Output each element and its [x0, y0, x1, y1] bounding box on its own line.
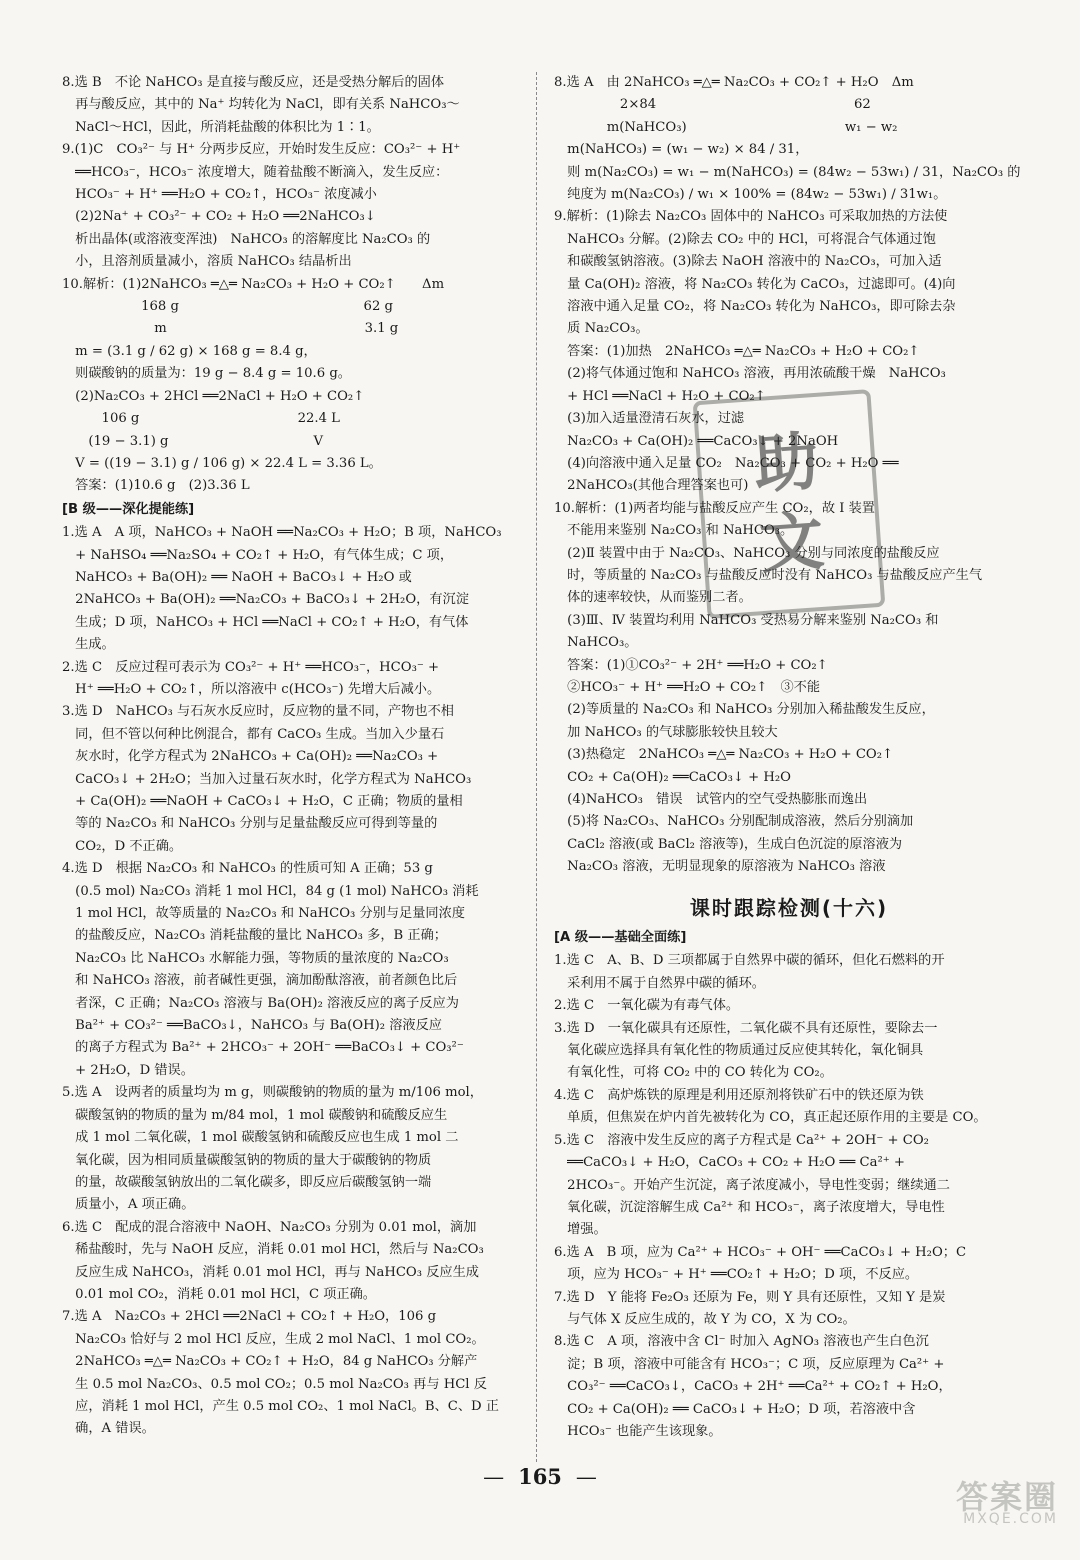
text-line: 灰水时，化学方程式为 2NaHCO₃ + Ca(OH)₂ ══Na₂CO₃ + — [62, 749, 439, 765]
text-line: 3.选 D NaHCO₃ 与石灰水反应时，反应物的量不同，产物也不相 — [62, 704, 454, 720]
text-line: CaCO₃↓ + 2H₂O；当加入过量石灰水时，化学方程式为 NaHCO₃ — [62, 771, 472, 787]
text-line: 氧化碳，因为相同质量碳酸氢钠的物质的量大于碳酸钠的物质 — [62, 1152, 432, 1168]
column-divider — [536, 72, 537, 1462]
text-line: NaCl～HCl，因此，所消耗盐酸的体积比为 1∶1。 — [62, 119, 380, 135]
text-line: Na₂CO₃ 比 NaHCO₃ 水解能力强，等物质的量浓度的 Na₂CO₃ — [62, 950, 449, 966]
text-line: 10.解析：(1)两者均能与盐酸反应产生 CO₂，故 Ⅰ 装置 — [554, 500, 875, 516]
text-line: 5.选 C 溶液中发生反应的离子方程式是 Ca²⁺ + 2OH⁻ + CO₂ — [554, 1132, 929, 1148]
text-line: HCO₃⁻ 也能产生该现象。 — [554, 1423, 722, 1439]
text-line: 106 g 22.4 L — [62, 411, 340, 427]
text-line: 碳酸氢钠的物质的量为 m/84 mol，1 mol 碳酸钠和硫酸反应生 — [62, 1107, 448, 1123]
text-line: 答案：(1)10.6 g (2)3.36 L — [62, 478, 250, 494]
text-line: 2.选 C 一氧化碳为有毒气体。 — [554, 998, 740, 1014]
section-heading: [A 级——基础全面练] — [554, 930, 687, 946]
text-line: 10.解析：(1)2NaHCO₃ ═△═ Na₂CO₃ + H₂O + CO₂↑ Δm — [62, 276, 445, 292]
text-line: NaHCO₃。 — [554, 635, 638, 651]
text-line: 2NaHCO₃(其他合理答案也可) — [554, 478, 749, 494]
text-line: 溶液中通入足量 CO₂，将 Na₂CO₃ 转化为 NaHCO₃，即可除去杂 — [554, 299, 956, 315]
text-line: 8.选 A 由 2NaHCO₃ ═△═ Na₂CO₃ + CO₂↑ + H₂O Δm — [554, 75, 914, 90]
text-line: 生成；D 项，NaHCO₃ + HCl ══NaCl + CO₂↑ + H₂O，有气体 — [62, 614, 469, 630]
text-line: CO₂ + Ca(OH)₂ ══ CaCO₃↓ + H₂O；D 项，若溶液中含 — [554, 1401, 916, 1417]
text-line: 3.选 D 一氧化碳具有还原性，二氧化碳不具有还原性，要除去一 — [554, 1020, 938, 1036]
text-line: + Ca(OH)₂ ══NaOH + CaCO₃↓ + H₂O，C 正确；物质的量相 — [62, 794, 463, 809]
text-line: (4)向溶液中通入足量 CO₂ Na₂CO₃ + CO₂ + H₂O ══ — [554, 455, 899, 471]
text-line: ══HCO₃⁻，HCO₃⁻ 浓度增大，随着盐酸不断滴入，发生反应： — [62, 164, 449, 180]
text-line: 稀盐酸时，先与 NaOH 反应，消耗 0.01 mol HCl，然后与 Na₂CO₃ — [62, 1242, 484, 1258]
text-line: 2NaHCO₃ ═△═ Na₂CO₃ + CO₂↑ + H₂O，84 g NaHCO₃ 分解产 — [62, 1354, 478, 1370]
text-line: 则碳酸钠的质量为：19 g − 8.4 g = 10.6 g。 — [62, 366, 351, 382]
text-line: 时，等质量的 Na₂CO₃ 与盐酸反应时没有 NaHCO₃ 与盐酸反应产生气 — [554, 567, 983, 583]
text-line: CO₃²⁻ ══CaCO₃↓，CaCO₃ + 2H⁺ ══Ca²⁺ + CO₂↑ + H₂O， — [554, 1379, 952, 1395]
text-line: 和碳酸氢钠溶液。(3)除去 NaOH 溶液中的 Na₂CO₃，可加入适 — [554, 254, 942, 270]
text-line: 同，但不管以何种比例混合，都有 CaCO₃ 生成。当加入少量石 — [62, 726, 445, 742]
text-line: m = (3.1 g / 62 g) × 168 g = 8.4 g， — [62, 343, 317, 359]
text-line: 确，A 错误。 — [62, 1421, 155, 1437]
stamp-glyph-1: 助 — [751, 423, 821, 504]
brand-logo-text: 答案圈 — [955, 1478, 1058, 1516]
text-line: 2×84 62 — [554, 97, 871, 113]
text-line: 9.解析：(1)除去 Na₂CO₃ 固体中的 NaHCO₃ 可采取加热的方法使 — [554, 209, 948, 225]
text-line: Na₂CO₃ + Ca(OH)₂ ══CaCO₃↓ + 2NaOH — [554, 433, 839, 449]
text-line: 反应生成 NaHCO₃，消耗 0.01 mol HCl，再与 NaHCO₃ 反应生成 — [62, 1264, 479, 1280]
text-line: 答案：(1)加热 2NaHCO₃ ═△═ Na₂CO₃ + H₂O + CO₂↑ — [554, 343, 920, 359]
text-line: 2.选 C 反应过程可表示为 CO₃²⁻ + H⁺ ══HCO₃⁻，HCO₃⁻ + — [62, 659, 440, 675]
text-line: 生 0.5 mol Na₂CO₃、0.5 mol CO₂；0.5 mol Na₂CO₃ 再与 HCl 反 — [62, 1376, 487, 1392]
text-line: + 2H₂O，D 错误。 — [62, 1062, 194, 1078]
text-line: 量 Ca(OH)₂ 溶液，将 Na₂CO₃ 转化为 CaCO₃，过滤即可。(4)向 — [554, 276, 956, 292]
text-line: Ba²⁺ + CO₃²⁻ ══BaCO₃↓，NaHCO₃ 与 Ba(OH)₂ 溶液反应 — [62, 1018, 442, 1034]
text-line: (4)NaHCO₃ 错误 试管内的空气受热膨胀而逸出 — [554, 792, 868, 807]
text-line: 6.选 C 配成的混合溶液中 NaOH、Na₂CO₃ 分别为 0.01 mol，滴加 — [62, 1219, 477, 1235]
text-line: (2)2Na⁺ + CO₃²⁻ + CO₂ + H₂O ══2NaHCO₃↓ — [62, 209, 376, 225]
text-line: 8.选 B 不论 NaHCO₃ 是直接与酸反应，还是受热分解后的固体 — [62, 75, 445, 90]
text-line: m(NaHCO₃) w₁ − w₂ — [554, 119, 898, 135]
text-line: 纯度为 m(Na₂CO₃) / w₁ × 100% = (84w₂ − 53w₁) / 31w₁。 — [554, 187, 947, 203]
text-line: 4.选 C 高炉炼铁的原理是利用还原剂将铁矿石中的铁还原为铁 — [554, 1087, 924, 1103]
text-line: 析出晶体(或溶液变浑浊) NaHCO₃ 的溶解度比 Na₂CO₃ 的 — [62, 231, 431, 247]
text-line: H⁺ ══H₂O + CO₂↑，所以溶液中 c(HCO₃⁻) 先增大后减小。 — [62, 681, 441, 697]
text-line: 再与酸反应，其中的 Na⁺ 均转化为 NaCl，即有关系 NaHCO₃～ — [62, 97, 460, 113]
text-line: (2)Ⅱ 装置中由于 Na₂CO₃、NaHCO₃ 分别与同浓度的盐酸反应 — [554, 545, 940, 561]
text-line: 的离子方程式为 Ba²⁺ + 2HCO₃⁻ + 2OH⁻ ══BaCO₃↓ + CO₃²⁻ — [62, 1040, 464, 1056]
text-line: 采利用不属于自然界中碳的循环。 — [554, 975, 765, 991]
text-line: 1 mol HCl，故等质量的 Na₂CO₃ 和 NaHCO₃ 分别与足量同浓度 — [62, 906, 465, 922]
text-line: NaHCO₃ + Ba(OH)₂ ══ NaOH + BaCO₃↓ + H₂O 或 — [62, 569, 412, 585]
text-line: m(NaHCO₃) = (w₁ − w₂) × 84 / 31， — [554, 142, 809, 158]
text-line: (2)将气体通过饱和 NaHCO₃ 溶液，再用浓硫酸干燥 NaHCO₃ — [554, 366, 946, 382]
section-heading: [B 级——深化提能练] — [62, 501, 195, 517]
text-line: 项，应为 HCO₃⁻ + H⁺ ══CO₂↑ + H₂O；D 项，不反应。 — [554, 1267, 919, 1283]
text-line: CaCl₂ 溶液(或 BaCl₂ 溶液等)，生成白色沉淀的原溶液为 — [554, 836, 903, 852]
brand-logo-url: MXQE.COM — [963, 1511, 1058, 1528]
text-line: 加 NaHCO₃ 的气球膨胀较快且较大 — [554, 724, 778, 740]
text-line: (3)热稳定 2NaHCO₃ ═△═ Na₂CO₃ + H₂O + CO₂↑ — [554, 747, 894, 763]
text-line: (3)加入适量澄清石灰水，过滤 — [554, 411, 745, 427]
left-column — [62, 72, 524, 1441]
text-line: ②HCO₃⁻ + H⁺ ══H₂O + CO₂↑ ③不能 — [554, 679, 821, 695]
text-line: 者深，C 正确；Na₂CO₃ 溶液与 Ba(OH)₂ 溶液反应的离子反应为 — [62, 995, 459, 1011]
text-line: 5.选 A 设两者的质量均为 m g，则碳酸钠的物质的量为 m/106 mol， — [62, 1085, 483, 1101]
text-line: 和 NaHCO₃ 溶液，前者碱性更强，滴加酚酞溶液，前者颜色比后 — [62, 973, 458, 989]
text-line: 应，消耗 1 mol HCl，产生 0.5 mol CO₂、1 mol NaCl。B、C、D 正 — [62, 1398, 499, 1414]
text-line: NaHCO₃ 分解。(2)除去 CO₂ 中的 HCl，可将混合气体通过饱 — [554, 231, 936, 247]
text-line: 增强。 — [554, 1222, 607, 1238]
text-line: 8.选 C A 项，溶液中含 Cl⁻ 时加入 AgNO₃ 溶液也产生白色沉 — [554, 1334, 929, 1350]
text-line: 1.选 A A 项，NaHCO₃ + NaOH ══Na₂CO₃ + H₂O；B 项，NaHCO₃ — [62, 525, 502, 541]
text-line: 等的 Na₂CO₃ 和 NaHCO₃ 分别与足量盐酸反应可得到等量的 — [62, 816, 438, 832]
text-line: 6.选 A B 项，应为 Ca²⁺ + HCO₃⁻ + OH⁻ ══CaCO₃↓ + H₂O；C — [554, 1244, 967, 1260]
text-line: + NaHSO₄ ══Na₂SO₄ + CO₂↑ + H₂O，有气体生成；C 项， — [62, 547, 454, 563]
text-line: 生成。 — [62, 637, 115, 653]
text-line: 成 1 mol 二氧化碳，1 mol 碳酸氢钠和硫酸反应也生成 1 mol 二 — [62, 1130, 459, 1146]
text-line: (2)等质量的 Na₂CO₃ 和 NaHCO₃ 分别加入稀盐酸发生反应， — [554, 702, 935, 718]
text-line: ══CaCO₃↓ + H₂O，CaCO₃ + CO₂ + H₂O ══ Ca²⁺ + — [554, 1155, 905, 1171]
text-line: HCO₃⁻ + H⁺ ══H₂O + CO₂↑，HCO₃⁻ 浓度减小 — [62, 187, 377, 203]
section-title: 课时跟踪检测(十六) — [689, 895, 889, 920]
text-line: 2NaHCO₃ + Ba(OH)₂ ══Na₂CO₃ + BaCO₃↓ + 2H₂O，有沉淀 — [62, 592, 469, 608]
text-line: 7.选 D Y 能将 Fe₂O₃ 还原为 Fe，则 Y 具有还原性，又知 Y 是炭 — [554, 1289, 946, 1305]
right-column — [554, 72, 1024, 1443]
text-line: Na₂CO₃ 溶液，无明显现象的原溶液为 NaHCO₃ 溶液 — [554, 859, 886, 875]
text-line: 不能用来鉴别 Na₂CO₃ 和 NaHCO₃。 — [554, 523, 794, 539]
text-line: 0.01 mol CO₂，消耗 0.01 mol HCl，C 项正确。 — [62, 1286, 376, 1302]
text-line: 7.选 A Na₂CO₃ + 2HCl ══2NaCl + CO₂↑ + H₂O，106 g — [62, 1309, 437, 1325]
text-line: 氧化碳，沉淀溶解生成 Ca²⁺ 和 HCO₃⁻，离子浓度增大，导电性 — [554, 1199, 945, 1215]
text-line: 4.选 D 根据 Na₂CO₃ 和 NaHCO₃ 的性质可知 A 正确；53 g — [62, 861, 433, 877]
text-line: (2)Na₂CO₃ + 2HCl ══2NaCl + H₂O + CO₂↑ — [62, 388, 365, 404]
text-line: 氧化碳应选择具有氧化性的物质通过反应使其转化，氧化铜具 — [554, 1043, 924, 1059]
text-line: CO₂，D 不正确。 — [62, 838, 183, 854]
text-line: 168 g 62 g — [62, 299, 393, 315]
text-line: CO₂ + Ca(OH)₂ ══CaCO₃↓ + H₂O — [554, 769, 791, 785]
text-line: 淀；B 项，溶液中可能含有 HCO₃⁻；C 项，反应原理为 Ca²⁺ + — [554, 1356, 945, 1372]
text-line: 质 Na₂CO₃。 — [554, 321, 649, 337]
stamp-glyph-2: 文 — [757, 503, 827, 584]
text-line: 有氧化性，可将 CO₂ 中的 CO 转化为 CO₂。 — [554, 1065, 833, 1081]
text-line: 的盐酸反应，Na₂CO₃ 消耗盐酸的量比 NaHCO₃ 多，B 正确； — [62, 928, 447, 944]
text-line: m 3.1 g — [62, 321, 399, 337]
text-line: 单质，但焦炭在炉内首先被转化为 CO，真正起还原作用的主要是 CO。 — [554, 1110, 987, 1126]
brand-logo — [893, 1478, 1058, 1546]
text-line: 体的速率较快，从而鉴别二者。 — [554, 590, 752, 606]
watermark-stamp — [693, 389, 886, 619]
text-line: 小，且溶剂质量减小，溶质 NaHCO₃ 结晶析出 — [62, 254, 352, 270]
text-line: 的量，故碳酸氢钠放出的二氧化碳多，即反应后碳酸氢钠一端 — [62, 1174, 432, 1190]
page-number: — 165 — — [0, 1466, 1080, 1488]
text-line: Na₂CO₃ 恰好与 2 mol HCl 反应，生成 2 mol NaCl、1 mol CO₂。 — [62, 1331, 485, 1347]
text-line: (0.5 mol) Na₂CO₃ 消耗 1 mol HCl，84 g (1 mol) NaHCO₃ 消耗 — [62, 883, 479, 899]
text-line: (3)Ⅲ、Ⅳ 装置均利用 NaHCO₃ 受热易分解来鉴别 Na₂CO₃ 和 — [554, 612, 939, 628]
text-line: 与气体 X 反应生成的，故 Y 为 CO，X 为 CO₂。 — [554, 1311, 856, 1327]
text-line: (5)将 Na₂CO₃、NaHCO₃ 分别配制成溶液，然后分别滴加 — [554, 814, 914, 830]
text-line: 答案：(1)①CO₃²⁻ + 2H⁺ ══H₂O + CO₂↑ — [554, 657, 828, 673]
text-line: 2HCO₃⁻。开始产生沉淀，离子浓度减小，导电性变弱；继续通二 — [554, 1177, 950, 1193]
text-line: V = ((19 − 3.1) g / 106 g) × 22.4 L = 3.36 L。 — [62, 455, 382, 471]
text-line: 质量小，A 项正确。 — [62, 1197, 195, 1213]
text-line: 9.(1)C CO₃²⁻ 与 H⁺ 分两步反应，开始时发生反应：CO₃²⁻ + H⁺ — [62, 142, 461, 158]
text-line: + HCl ══NaCl + H₂O + CO₂↑ — [554, 388, 766, 404]
text-line: 1.选 C A、B、D 三项都属于自然界中碳的循环，但化石燃料的开 — [554, 953, 945, 969]
text-line: (19 − 3.1) g V — [62, 433, 324, 449]
text-line: 则 m(Na₂CO₃) = w₁ − m(NaHCO₃) = (84w₂ − 53w₁) / 31，Na₂CO₃ 的 — [554, 164, 1021, 180]
